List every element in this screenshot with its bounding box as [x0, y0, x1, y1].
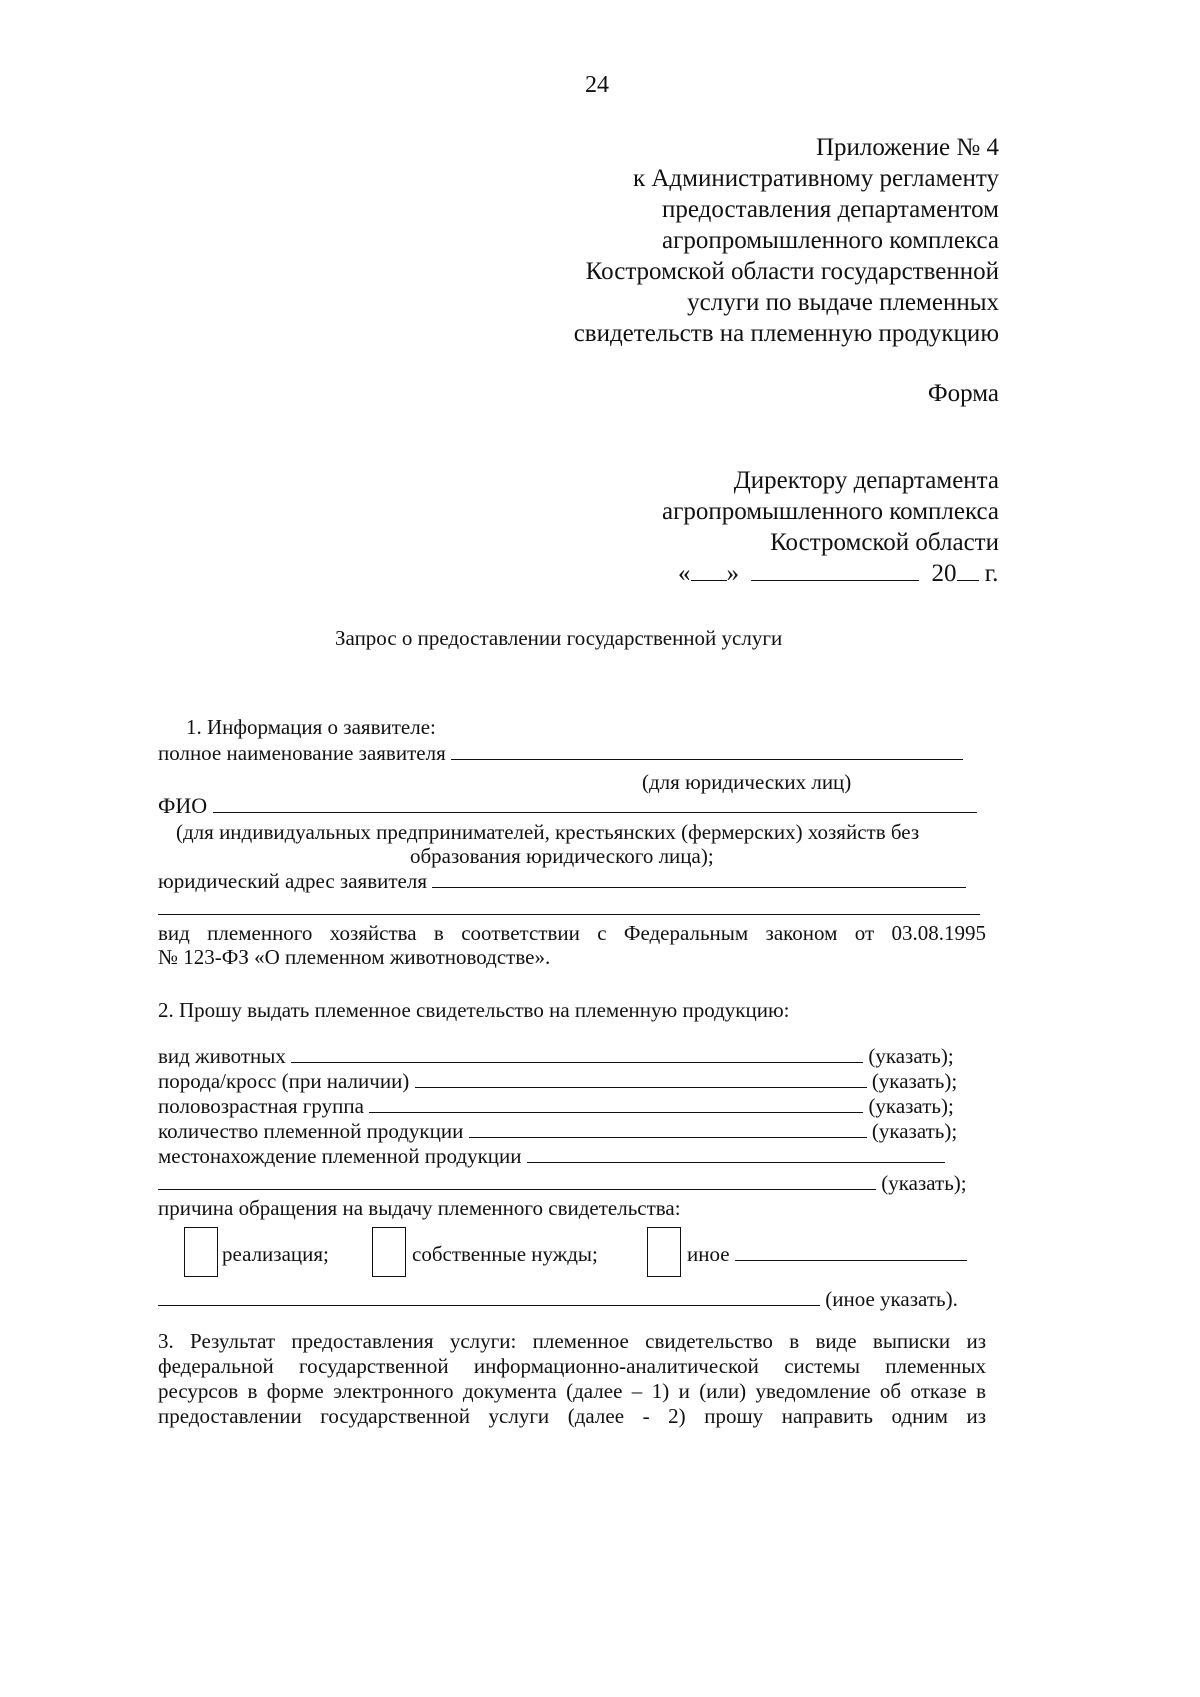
- location-field[interactable]: [527, 1161, 945, 1163]
- full-name-label: полное наименование заявителя: [158, 741, 446, 765]
- other-detail-row: [158, 1287, 958, 1312]
- addressee-line: Директору департамента: [733, 467, 999, 494]
- quantity-label: количество племенной продукции: [158, 1119, 464, 1143]
- year-field[interactable]: [957, 579, 979, 581]
- section2-heading: 2. Прошу выдать племенное свидетельство на племенную продукцию:: [158, 998, 790, 1022]
- page-number: 24: [585, 72, 609, 98]
- quantity-field[interactable]: [469, 1136, 867, 1138]
- age-group-field[interactable]: [369, 1111, 863, 1113]
- quantity-row: [158, 1119, 957, 1144]
- full-name-row: [158, 741, 963, 766]
- other-option-label: иное: [687, 1242, 730, 1266]
- section3-line: федеральной государственной информационно-аналитической системы племенных: [158, 1354, 986, 1378]
- section1-heading: 1. Информация о заявителе:: [186, 715, 436, 739]
- other-option-row: [687, 1242, 967, 1267]
- location-label: местонахождение племенной продукции: [158, 1144, 522, 1168]
- addressee-line: агропромышленного комплекса: [661, 498, 999, 525]
- day-field[interactable]: [691, 579, 727, 581]
- addressee-line: Костромской области: [770, 529, 999, 556]
- breed-field[interactable]: [415, 1086, 867, 1088]
- other-field[interactable]: [735, 1259, 967, 1261]
- reason-label: причина обращения на выдачу племенного свидетельства:: [158, 1196, 681, 1220]
- year-prefix: 20: [931, 560, 957, 587]
- appendix-line: предоставления департаментом: [662, 196, 999, 223]
- section3-line: 3. Результат предоставления услуги: племенное свидетельство в виде выписки из: [158, 1329, 986, 1353]
- own-needs-option-label: собственные нужды;: [412, 1242, 598, 1266]
- month-field[interactable]: [751, 579, 919, 581]
- appendix-line: свидетельств на племенную продукцию: [573, 320, 999, 347]
- animal-type-field[interactable]: [291, 1061, 863, 1063]
- form-label: Форма: [927, 380, 999, 407]
- own-needs-checkbox[interactable]: [372, 1227, 406, 1277]
- appendix-line: к Административному регламенту: [632, 165, 999, 192]
- appendix-line: услуги по выдаче племенных: [687, 289, 999, 316]
- breed-label: порода/кросс (при наличии): [158, 1069, 410, 1093]
- other-detail-field[interactable]: [158, 1304, 820, 1306]
- appendix-line: Приложение № 4: [815, 134, 999, 161]
- address-field[interactable]: [432, 886, 966, 888]
- date-line: [678, 560, 998, 588]
- appendix-line: агропромышленного комплекса: [661, 227, 999, 254]
- fio-hint-line1: (для индивидуальных предпринимателей, крестьянских (фермерских) хозяйств без: [176, 820, 920, 844]
- location-row: [158, 1144, 945, 1169]
- specify-hint: (указать);: [871, 1119, 958, 1143]
- address-row: [158, 869, 966, 894]
- specify-hint: (указать);: [881, 1171, 967, 1195]
- animal-type-row: [158, 1044, 954, 1069]
- fio-hint-line2: образования юридического лица);: [410, 844, 714, 868]
- full-name-hint: (для юридических лиц): [642, 770, 852, 794]
- specify-hint: (указать);: [871, 1069, 958, 1093]
- address-label: юридический адрес заявителя: [158, 869, 427, 893]
- age-group-row: [158, 1094, 954, 1119]
- fio-field[interactable]: [213, 811, 977, 813]
- date-open-quote: «: [678, 560, 691, 587]
- request-title: Запрос о предоставлении государственной услуги: [335, 626, 783, 650]
- fio-row: [158, 793, 977, 819]
- year-suffix: г.: [984, 560, 999, 587]
- breed-row: [158, 1069, 957, 1094]
- full-name-field[interactable]: [451, 758, 963, 760]
- animal-type-label: вид животных: [158, 1044, 286, 1068]
- location-row-continued: [158, 1171, 967, 1196]
- farm-type-line1: вид племенного хозяйства в соответствии с Федеральным законом от 03.08.1995: [158, 921, 986, 945]
- location-field-continued[interactable]: [158, 1188, 876, 1190]
- section3-line: ресурсов в форме электронного документа (далее – 1) и (или) уведомление об отказе в: [158, 1379, 986, 1403]
- date-close-quote: »: [726, 560, 739, 587]
- specify-hint: (указать);: [868, 1044, 954, 1068]
- sale-checkbox[interactable]: [184, 1227, 218, 1277]
- address-field-continued[interactable]: [158, 914, 980, 915]
- sale-option-label: реализация;: [222, 1242, 329, 1266]
- specify-hint: (указать);: [868, 1094, 954, 1118]
- other-checkbox[interactable]: [647, 1227, 681, 1277]
- other-hint: (иное указать).: [825, 1287, 958, 1311]
- fio-label: ФИО: [158, 793, 208, 818]
- appendix-line: Костромской области государственной: [585, 258, 999, 285]
- farm-type-line2: № 123-ФЗ «О племенном животноводстве».: [158, 945, 551, 969]
- section3-line: предоставлении государственной услуги (далее - 2) прошу направить одним из: [158, 1404, 986, 1428]
- age-group-label: половозрастная группа: [158, 1094, 364, 1118]
